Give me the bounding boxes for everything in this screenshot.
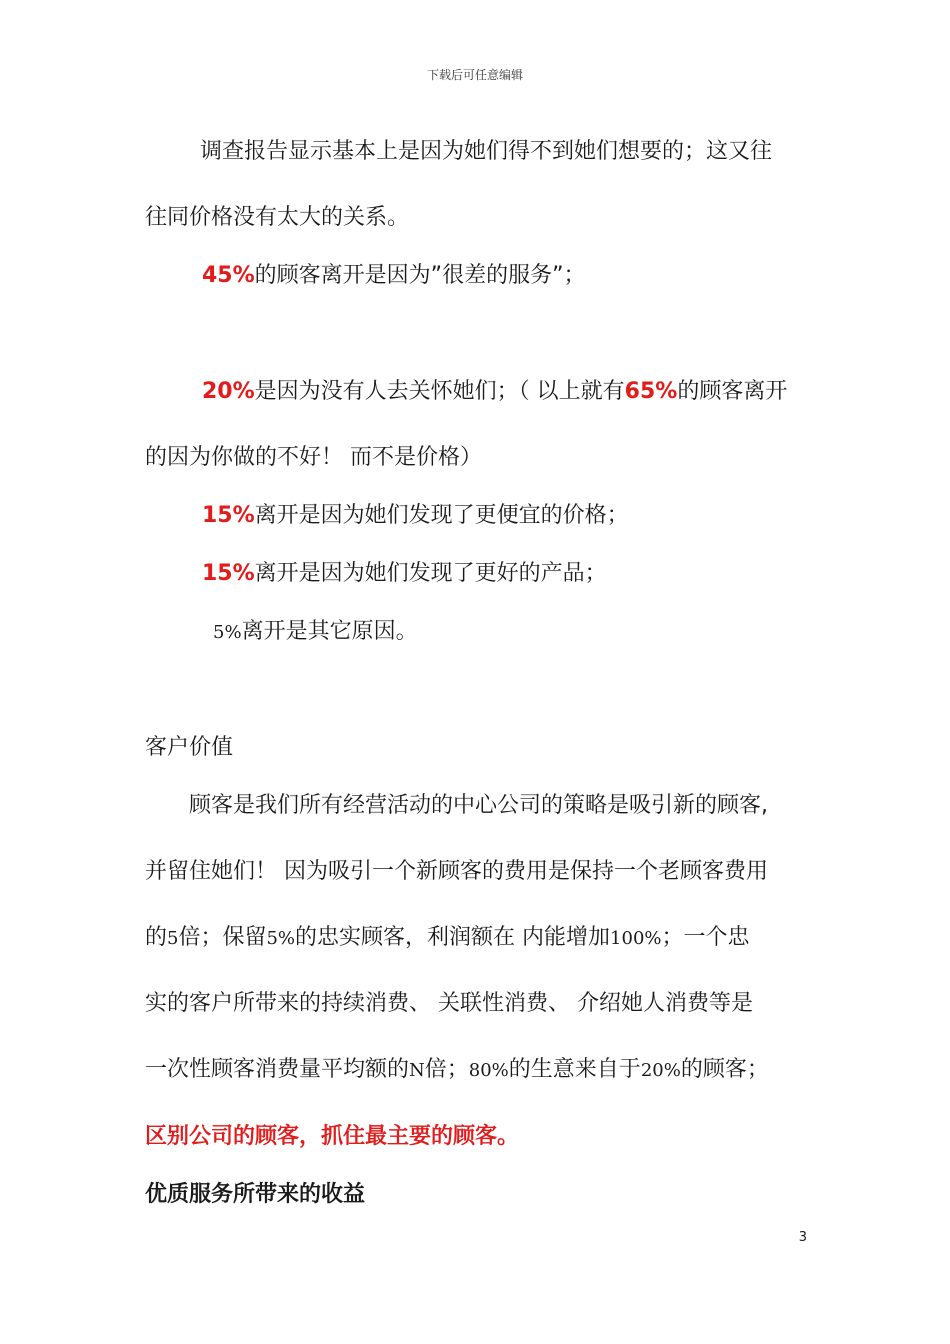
value-line-3-num-5pct: 5% [266, 928, 296, 949]
value-line-3-num-5: 5 [167, 928, 179, 949]
survey-line-2: 往同价格没有太大的关系。 [145, 205, 410, 230]
value-line-3-a: 的 [145, 925, 168, 950]
item-45-text: 的顾客离开是因为”很差的服务”； [254, 263, 586, 288]
item-15-percent-b [202, 559, 607, 589]
item-5-text: 离开是其它原因。 [241, 619, 418, 644]
pct-45: 45% [202, 263, 255, 288]
value-line-5-num-20pct: 20% [640, 1060, 681, 1081]
item-15-percent-a [202, 501, 629, 531]
value-line-3-c: 的忠实顾客，利润额在 内能增加 [295, 925, 611, 950]
item-15-text-b: 离开是因为她们发现了更好的产品； [254, 561, 607, 586]
survey-line-1: 调查报告显示基本上是因为她们得不到她们想要的；这又往 [200, 139, 773, 164]
value-line-5-b: 倍； [424, 1057, 469, 1082]
page-header: 下载后可任意编辑 [426, 68, 523, 82]
pct-20: 20% [202, 379, 255, 404]
item-5-percent [213, 617, 418, 648]
value-line-3-b: 倍；保留 [178, 925, 267, 950]
value-line-5-c: 的生意来自于 [508, 1057, 641, 1082]
value-line-3 [145, 923, 750, 954]
item-20-text-b: 的顾客离开 [677, 379, 788, 404]
item-20-line-2: 的因为你做的不好！ 而不是价格） [145, 445, 482, 470]
value-line-5-d: 的顾客； [680, 1057, 769, 1082]
pct-5: 5% [213, 622, 242, 643]
item-15-text-a: 离开是因为她们发现了更便宜的价格； [254, 503, 629, 528]
value-line-3-d: ；一个忠 [661, 925, 750, 950]
pct-65: 65% [624, 379, 678, 404]
value-line-5-a: 一次性顾客消费量平均额的 [145, 1057, 410, 1082]
value-line-5 [145, 1055, 769, 1086]
customer-value-heading: 客户价值 [145, 735, 234, 760]
value-line-2: 并留住她们！ 因为吸引一个新顾客的费用是保持一个老顾客费用 [145, 859, 768, 884]
section-2-heading: 优质服务所带来的收益 [145, 1182, 366, 1207]
value-line-5-num-n: N [409, 1060, 425, 1081]
item-20-text-a: 是因为没有人去关怀她们；（ 以上就有 [254, 379, 625, 404]
pct-15-b: 15% [202, 561, 255, 586]
value-line-3-num-100pct: 100% [610, 928, 662, 949]
item-45-percent [202, 261, 585, 291]
pct-15-a: 15% [202, 503, 255, 528]
value-line-5-num-80pct: 80% [468, 1060, 509, 1081]
value-line-4: 实的客户所带来的持续消费、 关联性消费、 介绍她人消费等是 [145, 991, 753, 1016]
page-number: 3 [798, 1230, 807, 1245]
emphasis-statement: 区别公司的顾客，抓住最主要的顾客。 [145, 1124, 520, 1149]
value-line-1: 顾客是我们所有经营活动的中心公司的策略是吸引新的顾客, [189, 793, 768, 818]
item-20-percent [202, 377, 787, 407]
